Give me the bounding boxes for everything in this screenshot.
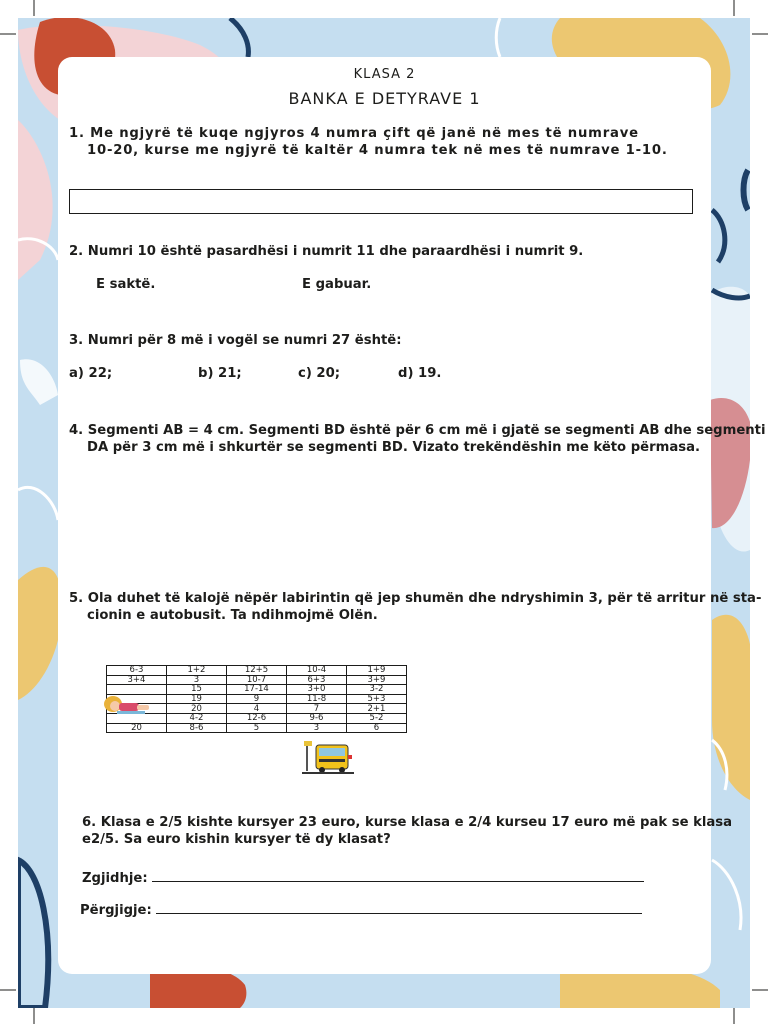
q3-text: 3. Numri për 8 më i vogël se numri 27 është:	[69, 333, 402, 348]
q4-line1: 4. Segmenti AB = 4 cm. Segmenti BD është për 6 cm më i gjatë se segmenti AB dhe segmenti	[69, 423, 766, 438]
maze-cell[interactable]: 1+9	[347, 666, 407, 676]
maze-cell[interactable]: 10-4	[287, 666, 347, 676]
lying-girl-icon	[103, 693, 151, 717]
q5-line2: cionin e autobusit. Ta ndihmojmë Olën.	[87, 608, 378, 623]
maze-cell[interactable]: 15	[167, 685, 227, 695]
maze-cell[interactable]: 9-6	[287, 713, 347, 723]
q1-line1: 1. Me ngjyrë të kuqe ngjyros 4 numra çift që janë në mes të numrave	[69, 126, 639, 141]
maze-grid	[106, 665, 407, 733]
q4-line2: DA për 3 cm më i shkurtër se segmenti BD. Vizato trekëndëshin me këto përmasa.	[87, 440, 700, 455]
maze-cell[interactable]: 3+4	[107, 675, 167, 685]
q2-false-option[interactable]: E gabuar.	[302, 277, 372, 292]
class-label: KLASA 2	[353, 67, 416, 82]
maze-cell[interactable]: 6+3	[287, 675, 347, 685]
q6-line2: e2/5. Sa euro kishin kursyer të dy klasat?	[82, 832, 391, 847]
answer-line[interactable]	[156, 912, 642, 914]
q6-line1: 6. Klasa e 2/5 kishte kursyer 23 euro, kurse klasa e 2/4 kurseu 17 euro më pak se klasa	[82, 815, 733, 830]
q3-option-b[interactable]: b) 21;	[198, 366, 242, 381]
maze-row	[107, 713, 407, 723]
maze-cell[interactable]: 5+3	[347, 694, 407, 704]
maze-cell[interactable]: 2+1	[347, 704, 407, 714]
maze-row	[107, 666, 407, 676]
maze-cell[interactable]: 3+9	[347, 675, 407, 685]
maze-cell[interactable]: 5-2	[347, 713, 407, 723]
maze-cell[interactable]: 19	[167, 694, 227, 704]
answer-row	[80, 902, 642, 919]
solution-line[interactable]	[152, 880, 644, 882]
solution-row	[82, 870, 644, 887]
q3-option-c[interactable]: c) 20;	[298, 366, 341, 381]
q2-true-option[interactable]: E saktë.	[96, 277, 156, 292]
maze-cell[interactable]: 5	[227, 723, 287, 733]
maze-cell[interactable]: 3	[167, 675, 227, 685]
maze-cell[interactable]: 6	[347, 723, 407, 733]
page-title: BANKA E DETYRAVE 1	[288, 89, 481, 108]
maze-cell[interactable]: 4-2	[167, 713, 227, 723]
q2-text: 2. Numri 10 është pasardhësi i numrit 11 dhe paraardhësi i numrit 9.	[69, 244, 584, 259]
q1-line2: 10-20, kurse me ngjyrë të kaltër 4 numra tek në mes të numrave 1-10.	[87, 143, 668, 158]
maze-cell[interactable]: 1+2	[167, 666, 227, 676]
maze-cell[interactable]: 9	[227, 694, 287, 704]
maze-cell[interactable]: 20	[167, 704, 227, 714]
answer-label: Përgjigje:	[80, 903, 152, 918]
maze-cell[interactable]: 11-8	[287, 694, 347, 704]
solution-label: Zgjidhje:	[82, 871, 148, 886]
q5-line1: 5. Ola duhet të kalojë nëpër labirintin që jep shumën dhe ndryshimin 3, për të arritur në sta-	[69, 591, 762, 606]
maze-cell[interactable]: 7	[287, 704, 347, 714]
maze-cell[interactable]: 3	[287, 723, 347, 733]
maze-cell[interactable]: 20	[107, 723, 167, 733]
q3-option-d[interactable]: d) 19.	[398, 366, 442, 381]
maze-cell[interactable]: 12-6	[227, 713, 287, 723]
maze-cell[interactable]: 17-14	[227, 685, 287, 695]
q1-answer-box[interactable]	[69, 189, 693, 214]
maze-cell[interactable]: 3-2	[347, 685, 407, 695]
maze-row	[107, 675, 407, 685]
maze-cell[interactable]: 8-6	[167, 723, 227, 733]
maze-cell[interactable]: 10-7	[227, 675, 287, 685]
maze-cell[interactable]: 3+0	[287, 685, 347, 695]
q3-option-a[interactable]: a) 22;	[69, 366, 113, 381]
maze-cell[interactable]: 4	[227, 704, 287, 714]
maze-row	[107, 704, 407, 714]
school-bus-icon	[302, 741, 354, 775]
maze-cell[interactable]: 12+5	[227, 666, 287, 676]
maze-cell[interactable]: 6-3	[107, 666, 167, 676]
maze-row	[107, 723, 407, 733]
maze-row	[107, 685, 407, 695]
maze-row	[107, 694, 407, 704]
worksheet-card	[58, 57, 766, 974]
